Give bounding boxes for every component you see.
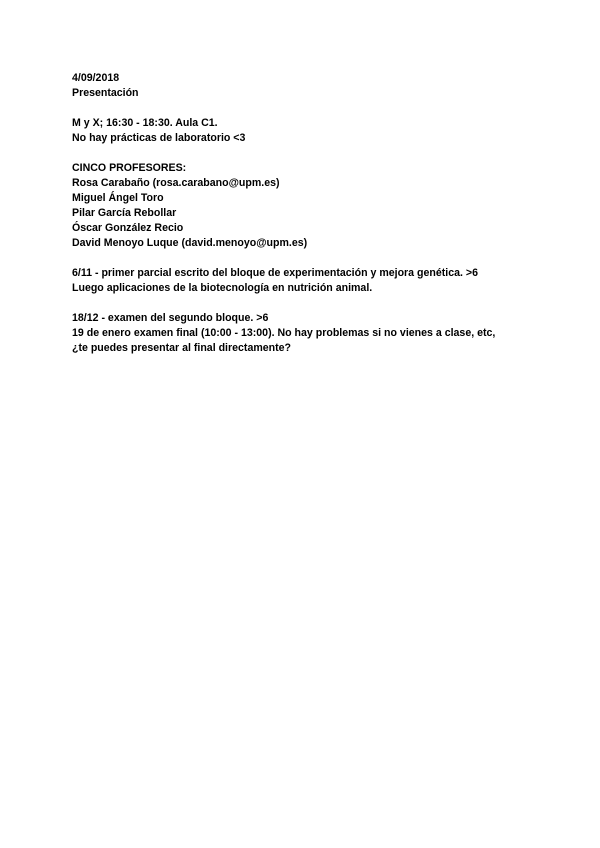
- final-exam-continuation-line: ¿te puedes presentar al final directamente?: [72, 342, 292, 354]
- document-body: [72, 71, 542, 356]
- exam1-line: 6/11 - primer parcial escrito del bloque de experimentación y mejora genética. >6: [72, 267, 478, 279]
- professor-item: Miguel Ángel Toro: [72, 192, 164, 204]
- spacer: [72, 251, 542, 266]
- spacer: [72, 101, 542, 116]
- exam2-line: 18/12 - examen del segundo bloque. >6: [72, 312, 269, 324]
- date-line: 4/09/2018: [72, 72, 120, 84]
- final-exam-line: 19 de enero examen final (10:00 - 13:00). No hay problemas si no vienes a clase, etc,: [72, 327, 496, 339]
- professors-heading: CINCO PROFESORES:: [72, 162, 187, 174]
- professor-item: Óscar González Recio: [72, 222, 184, 234]
- exam1-continuation-line: Luego aplicaciones de la biotecnología en nutrición animal.: [72, 282, 373, 294]
- professor-item: David Menoyo Luque (david.menoyo@upm.es): [72, 237, 308, 249]
- professor-item: Pilar García Rebollar: [72, 207, 177, 219]
- lab-note-line: No hay prácticas de laboratorio <3: [72, 132, 246, 144]
- heading-line: Presentación: [72, 87, 139, 99]
- schedule-line: M y X; 16:30 - 18:30. Aula C1.: [72, 117, 218, 129]
- spacer: [72, 296, 542, 311]
- professor-item: Rosa Carabaño (rosa.carabano@upm.es): [72, 177, 280, 189]
- spacer: [72, 146, 542, 161]
